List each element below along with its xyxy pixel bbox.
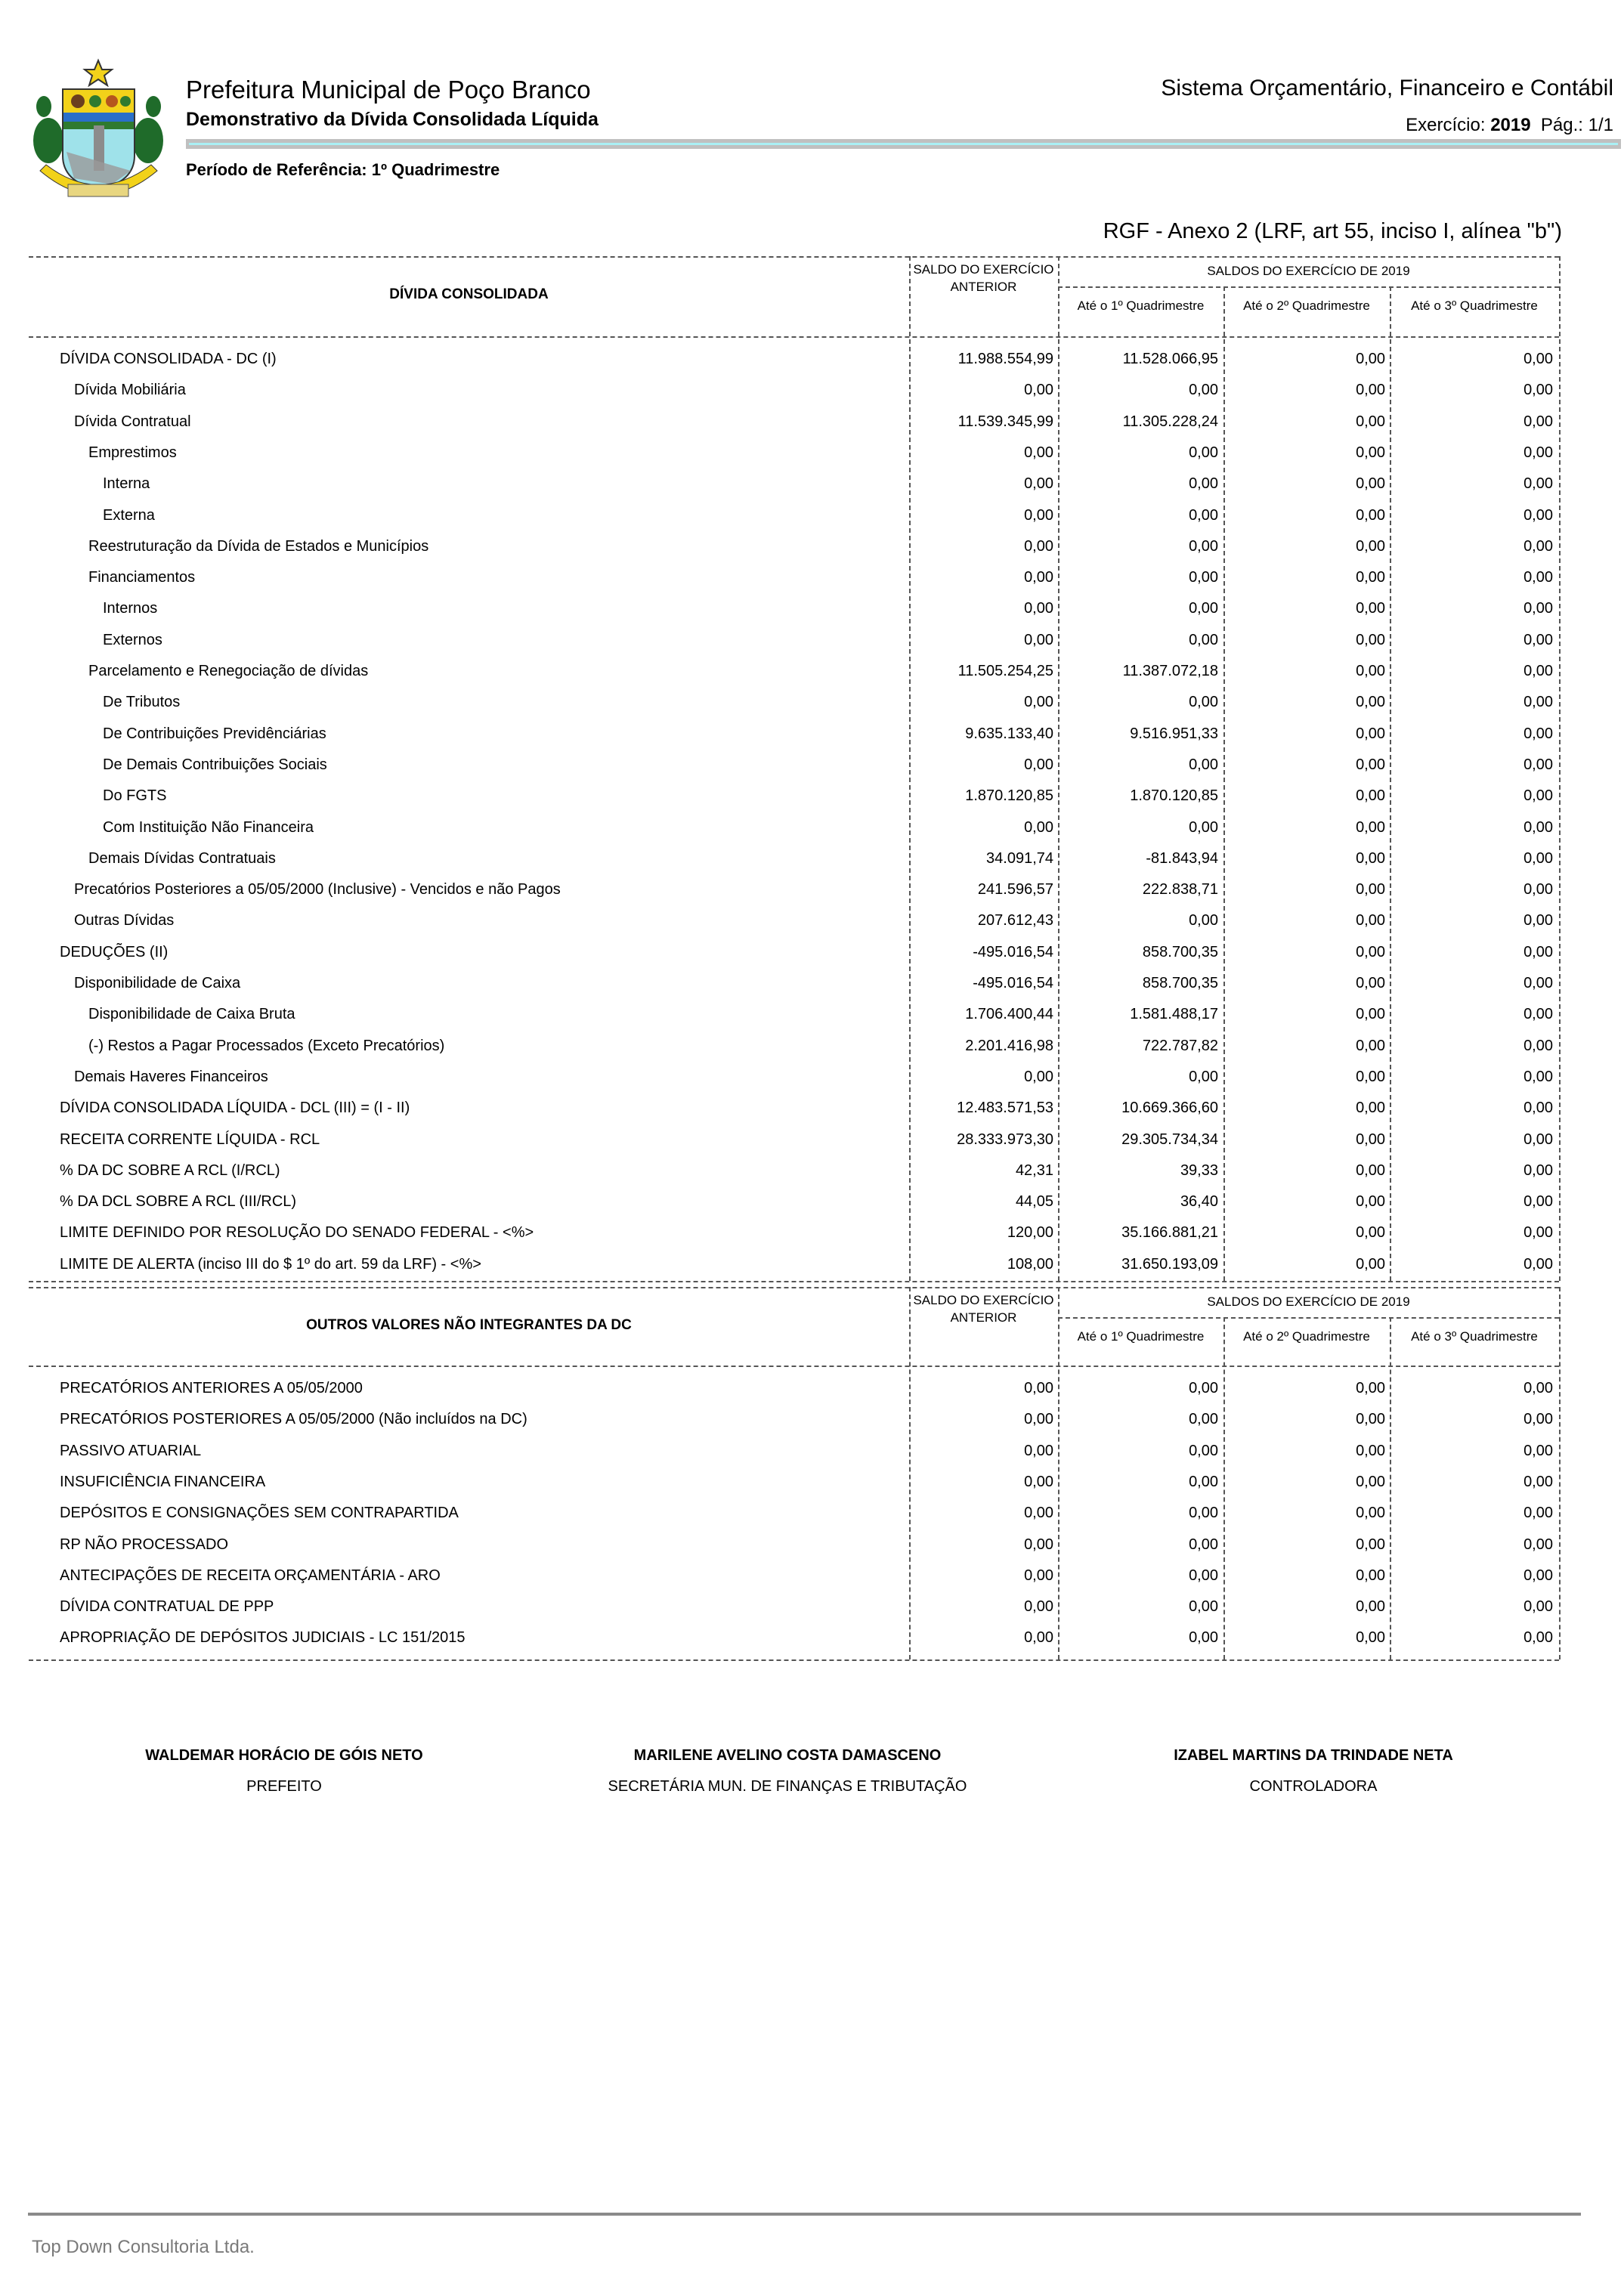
table-row (29, 593, 1559, 624)
value-q1: 0,00 (1189, 444, 1218, 461)
value-q3: 0,00 (1523, 756, 1553, 773)
value-q3: 0,00 (1523, 631, 1553, 648)
table-row (29, 1467, 1559, 1498)
value-previous-year: 0,00 (1024, 600, 1053, 617)
value-q2: 0,00 (1356, 663, 1385, 679)
row-label: Demais Dívidas Contratuais (88, 849, 276, 867)
table-row (29, 812, 1559, 843)
column-separator (909, 256, 911, 1281)
value-q1: 0,00 (1189, 631, 1218, 648)
value-q1: 39,33 (1180, 1161, 1218, 1179)
table-row (29, 407, 1559, 438)
row-label: PASSIVO ATUARIAL (60, 1442, 202, 1459)
value-q1: 0,00 (1189, 382, 1218, 399)
table-row (29, 968, 1559, 999)
column-separator (1223, 1317, 1225, 1659)
value-q1: 0,00 (1189, 756, 1218, 773)
value-q3: 0,00 (1523, 1255, 1553, 1273)
value-q1: 0,00 (1189, 818, 1218, 836)
value-q3: 0,00 (1523, 1006, 1553, 1023)
column-separator (1058, 256, 1059, 1281)
value-q3: 0,00 (1523, 1505, 1553, 1522)
column-separator (1559, 256, 1561, 1281)
value-previous-year: 0,00 (1024, 537, 1053, 555)
value-q2: 0,00 (1356, 1442, 1385, 1459)
signatory-name: WALDEMAR HORÁCIO DE GÓIS NETO (145, 1747, 423, 1764)
value-q1: 222.838,71 (1142, 881, 1218, 899)
row-label: DÍVIDA CONTRATUAL DE PPP (60, 1598, 274, 1616)
table-row (29, 531, 1559, 562)
row-label: Interna (103, 475, 150, 493)
footer-divider (28, 2213, 1581, 2216)
header-divider (186, 139, 1621, 149)
value-previous-year: 0,00 (1024, 1567, 1053, 1584)
col-header-group: SALDOS DO EXERCÍCIO DE 2019 (1207, 264, 1410, 278)
value-q1: 11.305.228,24 (1122, 413, 1218, 430)
value-q3: 0,00 (1523, 1100, 1553, 1117)
table-row (29, 375, 1559, 406)
row-label: RP NÃO PROCESSADO (60, 1536, 229, 1553)
value-q3: 0,00 (1523, 1130, 1553, 1148)
value-q1: 9.516.951,33 (1130, 725, 1218, 742)
value-q1: 0,00 (1189, 1505, 1218, 1522)
signatory-role: PREFEITO (246, 1778, 322, 1795)
table-row (29, 719, 1559, 750)
table-row (29, 937, 1559, 968)
value-q3: 0,00 (1523, 382, 1553, 399)
value-q3: 0,00 (1523, 1224, 1553, 1242)
value-q2: 0,00 (1356, 1037, 1385, 1054)
value-q2: 0,00 (1356, 1411, 1385, 1428)
value-q3: 0,00 (1523, 912, 1553, 929)
col-header-q3: Até o 3º Quadrimestre (1411, 1329, 1538, 1344)
col-header-q2: Até o 2º Quadrimestre (1243, 298, 1370, 313)
table-row (29, 1186, 1559, 1217)
reference-period: Período de Referência: 1º Quadrimestre (186, 160, 500, 179)
value-q3: 0,00 (1523, 1442, 1553, 1459)
column-separator (1058, 1287, 1059, 1659)
value-q1: 36,40 (1180, 1193, 1218, 1211)
value-previous-year: 0,00 (1024, 506, 1053, 524)
row-label: Demais Haveres Financeiros (74, 1068, 268, 1085)
value-previous-year: 2.201.416,98 (965, 1037, 1053, 1054)
value-previous-year: 11.505.254,25 (957, 663, 1053, 679)
value-q2: 0,00 (1356, 1130, 1385, 1148)
value-previous-year: 12.483.571,53 (957, 1100, 1053, 1117)
value-previous-year: 11.539.345,99 (957, 413, 1053, 430)
row-label: Do FGTS (103, 787, 167, 805)
other-values-table (29, 1287, 1559, 1662)
signature-block (1102, 1747, 1525, 1795)
value-previous-year: 0,00 (1024, 694, 1053, 711)
signatory-role: SECRETÁRIA MUN. DE FINANÇAS E TRIBUTAÇÃO (608, 1778, 967, 1795)
table-row (29, 1249, 1559, 1280)
value-q3: 0,00 (1523, 694, 1553, 711)
value-q2: 0,00 (1356, 537, 1385, 555)
system-name: Sistema Orçamentário, Financeiro e Contábil (1161, 76, 1613, 101)
table-row (29, 1093, 1559, 1124)
value-q3: 0,00 (1523, 351, 1553, 367)
row-label: DEPÓSITOS E CONSIGNAÇÕES SEM CONTRAPARTIDA (60, 1505, 459, 1522)
value-previous-year: -495.016,54 (973, 975, 1053, 991)
value-previous-year: 1.706.400,44 (965, 1006, 1053, 1023)
value-q3: 0,00 (1523, 943, 1553, 960)
value-q1: -81.843,94 (1146, 849, 1218, 867)
row-label: Outras Dívidas (74, 912, 175, 929)
col-header-q1: Até o 1º Quadrimestre (1077, 298, 1205, 313)
value-q3: 0,00 (1523, 475, 1553, 493)
row-label: DÍVIDA CONSOLIDADA LÍQUIDA - DCL (III) = (I - II) (60, 1100, 410, 1117)
col-header-q1: Até o 1º Quadrimestre (1077, 1329, 1205, 1344)
table-row (29, 562, 1559, 593)
value-q1: 0,00 (1189, 912, 1218, 929)
col-header-previous: SALDO DO EXERCÍCIO ANTERIOR (913, 262, 1054, 294)
table-row (29, 874, 1559, 905)
table-row (29, 1217, 1559, 1248)
row-label: Precatórios Posteriores a 05/05/2000 (Inclusive) - Vencidos e não Pagos (74, 881, 561, 899)
value-q2: 0,00 (1356, 1629, 1385, 1647)
value-q2: 0,00 (1356, 849, 1385, 867)
column-separator (909, 1287, 911, 1659)
value-q2: 0,00 (1356, 1473, 1385, 1490)
col-header-q2: Até o 2º Quadrimestre (1243, 1329, 1370, 1344)
value-q2: 0,00 (1356, 475, 1385, 493)
value-q1: 11.528.066,95 (1122, 351, 1218, 367)
value-q3: 0,00 (1523, 881, 1553, 899)
table-title: OUTROS VALORES NÃO INTEGRANTES DA DC (306, 1317, 632, 1333)
value-previous-year: 108,00 (1007, 1255, 1053, 1273)
value-q3: 0,00 (1523, 1411, 1553, 1428)
value-previous-year: 11.988.554,99 (957, 351, 1053, 367)
value-previous-year: 0,00 (1024, 1598, 1053, 1616)
value-q1: 0,00 (1189, 600, 1218, 617)
row-label: Com Instituição Não Financeira (103, 818, 314, 836)
value-q2: 0,00 (1356, 787, 1385, 805)
table-row (29, 1373, 1559, 1404)
row-label: Externa (103, 506, 155, 524)
value-previous-year: 0,00 (1024, 1068, 1053, 1085)
row-label: (-) Restos a Pagar Processados (Exceto Precatórios) (88, 1037, 445, 1054)
row-label: De Contribuições Previdênciárias (103, 725, 326, 742)
value-previous-year: 0,00 (1024, 631, 1053, 648)
value-q1: 0,00 (1189, 569, 1218, 586)
value-previous-year: 207.612,43 (977, 912, 1053, 929)
value-q2: 0,00 (1356, 725, 1385, 742)
value-previous-year: 0,00 (1024, 475, 1053, 493)
signature-block (576, 1747, 999, 1795)
value-previous-year: 0,00 (1024, 382, 1053, 399)
value-q2: 0,00 (1356, 912, 1385, 929)
row-label: Internos (103, 600, 158, 617)
table-title: DÍVIDA CONSOLIDADA (389, 286, 549, 302)
row-label: Parcelamento e Renegociação de dívidas (88, 663, 369, 679)
value-q3: 0,00 (1523, 569, 1553, 586)
value-q2: 0,00 (1356, 881, 1385, 899)
value-q1: 0,00 (1189, 1629, 1218, 1647)
value-previous-year: 34.091,74 (986, 849, 1053, 867)
signatory-name: MARILENE AVELINO COSTA DAMASCENO (633, 1747, 942, 1764)
row-label: Emprestimos (88, 444, 177, 461)
value-q1: 0,00 (1189, 1380, 1218, 1396)
exercise-page-info (1406, 115, 1613, 136)
value-q3: 0,00 (1523, 849, 1553, 867)
value-q1: 0,00 (1189, 1598, 1218, 1616)
value-q3: 0,00 (1523, 975, 1553, 991)
value-q2: 0,00 (1356, 382, 1385, 399)
municipality-title: Prefeitura Municipal de Poço Branco (186, 76, 591, 104)
value-q2: 0,00 (1356, 413, 1385, 430)
value-q1: 0,00 (1189, 1442, 1218, 1459)
value-q2: 0,00 (1356, 818, 1385, 836)
row-label: Dívida Contratual (74, 413, 191, 430)
value-q2: 0,00 (1356, 351, 1385, 367)
row-label: LIMITE DEFINIDO POR RESOLUÇÃO DO SENADO FEDERAL - <%> (60, 1224, 534, 1242)
col-header-group: SALDOS DO EXERCÍCIO DE 2019 (1207, 1294, 1410, 1309)
exercise-year: 2019 (1490, 115, 1531, 135)
value-q2: 0,00 (1356, 756, 1385, 773)
value-previous-year: 120,00 (1007, 1224, 1053, 1242)
value-q1: 858.700,35 (1142, 975, 1218, 991)
value-q3: 0,00 (1523, 600, 1553, 617)
table-row (29, 1062, 1559, 1093)
value-q1: 35.166.881,21 (1121, 1224, 1218, 1242)
value-q1: 1.870.120,85 (1130, 787, 1218, 805)
value-previous-year: 0,00 (1024, 444, 1053, 461)
value-q2: 0,00 (1356, 1224, 1385, 1242)
value-previous-year: 0,00 (1024, 1380, 1053, 1396)
row-label: LIMITE DE ALERTA (inciso III do $ 1º do art. 59 da LRF) - <%> (60, 1255, 481, 1273)
row-label: De Tributos (103, 694, 181, 711)
value-q2: 0,00 (1356, 975, 1385, 991)
value-previous-year: 0,00 (1024, 1505, 1053, 1522)
value-q2: 0,00 (1356, 1006, 1385, 1023)
value-previous-year: 0,00 (1024, 818, 1053, 836)
value-q2: 0,00 (1356, 1567, 1385, 1584)
table-row (29, 1436, 1559, 1467)
value-q3: 0,00 (1523, 1068, 1553, 1085)
table-row (29, 656, 1559, 687)
row-label: RECEITA CORRENTE LÍQUIDA - RCL (60, 1130, 320, 1148)
value-q2: 0,00 (1356, 1380, 1385, 1396)
value-q3: 0,00 (1523, 1473, 1553, 1490)
row-label: INSUFICIÊNCIA FINANCEIRA (60, 1473, 266, 1490)
row-label: De Demais Contribuições Sociais (103, 756, 327, 773)
value-q2: 0,00 (1356, 444, 1385, 461)
signatory-name: IZABEL MARTINS DA TRINDADE NETA (1174, 1747, 1453, 1764)
value-q3: 0,00 (1523, 818, 1553, 836)
table-row (29, 1155, 1559, 1186)
col-header-q3: Até o 3º Quadrimestre (1411, 298, 1538, 313)
value-q3: 0,00 (1523, 444, 1553, 461)
value-q2: 0,00 (1356, 631, 1385, 648)
value-q3: 0,00 (1523, 1598, 1553, 1616)
value-previous-year: 241.596,57 (977, 881, 1053, 899)
table-row (29, 843, 1559, 874)
signature-block (73, 1747, 496, 1795)
value-q3: 0,00 (1523, 537, 1553, 555)
value-q3: 0,00 (1523, 1567, 1553, 1584)
value-previous-year: 0,00 (1024, 1473, 1053, 1490)
value-q3: 0,00 (1523, 506, 1553, 524)
table-row (29, 438, 1559, 469)
value-previous-year: -495.016,54 (973, 943, 1053, 960)
value-previous-year: 28.333.973,30 (957, 1130, 1053, 1148)
column-separator (1390, 286, 1391, 1281)
value-q3: 0,00 (1523, 787, 1553, 805)
value-q3: 0,00 (1523, 1037, 1553, 1054)
value-q1: 0,00 (1189, 1473, 1218, 1490)
table-row (29, 469, 1559, 500)
value-q2: 0,00 (1356, 1255, 1385, 1273)
row-label: Disponibilidade de Caixa Bruta (88, 1006, 295, 1023)
table-row (29, 1498, 1559, 1529)
table-row (29, 687, 1559, 718)
table-row (29, 1031, 1559, 1062)
value-previous-year: 0,00 (1024, 756, 1053, 773)
table-row (29, 1560, 1559, 1591)
value-q3: 0,00 (1523, 725, 1553, 742)
value-q2: 0,00 (1356, 1068, 1385, 1085)
row-label: APROPRIAÇÃO DE DEPÓSITOS JUDICIAIS - LC 151/2015 (60, 1629, 466, 1647)
value-q1: 0,00 (1189, 1567, 1218, 1584)
value-q1: 1.581.488,17 (1130, 1006, 1218, 1023)
value-q2: 0,00 (1356, 1161, 1385, 1179)
table-row (29, 781, 1559, 812)
value-previous-year: 0,00 (1024, 1442, 1053, 1459)
row-label: DÍVIDA CONSOLIDADA - DC (I) (60, 351, 277, 367)
row-label: ANTECIPAÇÕES DE RECEITA ORÇAMENTÁRIA - ARO (60, 1567, 441, 1584)
value-q3: 0,00 (1523, 1536, 1553, 1553)
column-separator (1390, 1317, 1391, 1659)
exercise-label: Exercício: (1406, 115, 1486, 135)
value-previous-year: 44,05 (1015, 1193, 1053, 1211)
value-q2: 0,00 (1356, 1536, 1385, 1553)
table-row (29, 625, 1559, 656)
report-title: Demonstrativo da Dívida Consolidada Líquida (186, 109, 599, 130)
value-q1: 0,00 (1189, 1411, 1218, 1428)
value-q3: 0,00 (1523, 663, 1553, 679)
page-number: Pág.: 1/1 (1540, 115, 1613, 135)
table-row (29, 1622, 1559, 1653)
row-label: Reestruturação da Dívida de Estados e Municípios (88, 537, 429, 555)
value-q1: 0,00 (1189, 475, 1218, 493)
value-q2: 0,00 (1356, 569, 1385, 586)
column-separator (1559, 1287, 1561, 1659)
value-previous-year: 0,00 (1024, 1536, 1053, 1553)
row-label: Disponibilidade de Caixa (74, 975, 241, 991)
value-q3: 0,00 (1523, 413, 1553, 430)
table-row (29, 1404, 1559, 1435)
consolidated-debt-table (29, 256, 1559, 1283)
value-q1: 10.669.366,60 (1121, 1100, 1218, 1117)
value-previous-year: 1.870.120,85 (965, 787, 1053, 805)
value-previous-year: 42,31 (1015, 1161, 1053, 1179)
row-label: Dívida Mobiliária (74, 382, 186, 399)
col-header-previous: SALDO DO EXERCÍCIO ANTERIOR (913, 1293, 1054, 1325)
value-previous-year: 9.635.133,40 (965, 725, 1053, 742)
row-label: Financiamentos (88, 569, 196, 586)
value-q3: 0,00 (1523, 1629, 1553, 1647)
table-row (29, 905, 1559, 936)
value-q2: 0,00 (1356, 694, 1385, 711)
value-q2: 0,00 (1356, 1505, 1385, 1522)
row-label: DEDUÇÕES (II) (60, 943, 169, 960)
value-q1: 0,00 (1189, 1536, 1218, 1553)
value-q3: 0,00 (1523, 1380, 1553, 1396)
table-row (29, 1124, 1559, 1155)
municipal-coat-of-arms-logo (21, 57, 176, 212)
row-label: % DA DC SOBRE A RCL (I/RCL) (60, 1161, 280, 1179)
value-q3: 0,00 (1523, 1193, 1553, 1211)
value-q1: 0,00 (1189, 1068, 1218, 1085)
value-q2: 0,00 (1356, 1598, 1385, 1616)
value-q1: 0,00 (1189, 694, 1218, 711)
value-q1: 722.787,82 (1142, 1037, 1218, 1054)
value-q1: 29.305.734,34 (1121, 1130, 1218, 1148)
table-row (29, 344, 1559, 375)
value-previous-year: 0,00 (1024, 1629, 1053, 1647)
value-previous-year: 0,00 (1024, 569, 1053, 586)
value-q2: 0,00 (1356, 1100, 1385, 1117)
value-q1: 858.700,35 (1142, 943, 1218, 960)
row-label: % DA DCL SOBRE A RCL (III/RCL) (60, 1193, 297, 1211)
row-label: Externos (103, 631, 162, 648)
footer-company: Top Down Consultoria Ltda. (32, 2237, 255, 2257)
table-row (29, 1529, 1559, 1560)
signatory-role: CONTROLADORA (1249, 1778, 1378, 1795)
table-row (29, 750, 1559, 781)
value-q2: 0,00 (1356, 600, 1385, 617)
value-q1: 11.387.072,18 (1122, 663, 1218, 679)
value-q1: 31.650.193,09 (1121, 1255, 1218, 1273)
value-q3: 0,00 (1523, 1161, 1553, 1179)
value-q1: 0,00 (1189, 506, 1218, 524)
column-separator (1223, 286, 1225, 1281)
value-q2: 0,00 (1356, 506, 1385, 524)
table-row (29, 500, 1559, 531)
value-q2: 0,00 (1356, 943, 1385, 960)
value-previous-year: 0,00 (1024, 1411, 1053, 1428)
report-reference: RGF - Anexo 2 (LRF, art 55, inciso I, alínea "b") (1103, 219, 1562, 243)
value-q1: 0,00 (1189, 537, 1218, 555)
table-row (29, 1591, 1559, 1622)
row-label: PRECATÓRIOS POSTERIORES A 05/05/2000 (Não incluídos na DC) (60, 1411, 527, 1428)
table-row (29, 999, 1559, 1030)
value-q2: 0,00 (1356, 1193, 1385, 1211)
row-label: PRECATÓRIOS ANTERIORES A 05/05/2000 (60, 1380, 363, 1396)
